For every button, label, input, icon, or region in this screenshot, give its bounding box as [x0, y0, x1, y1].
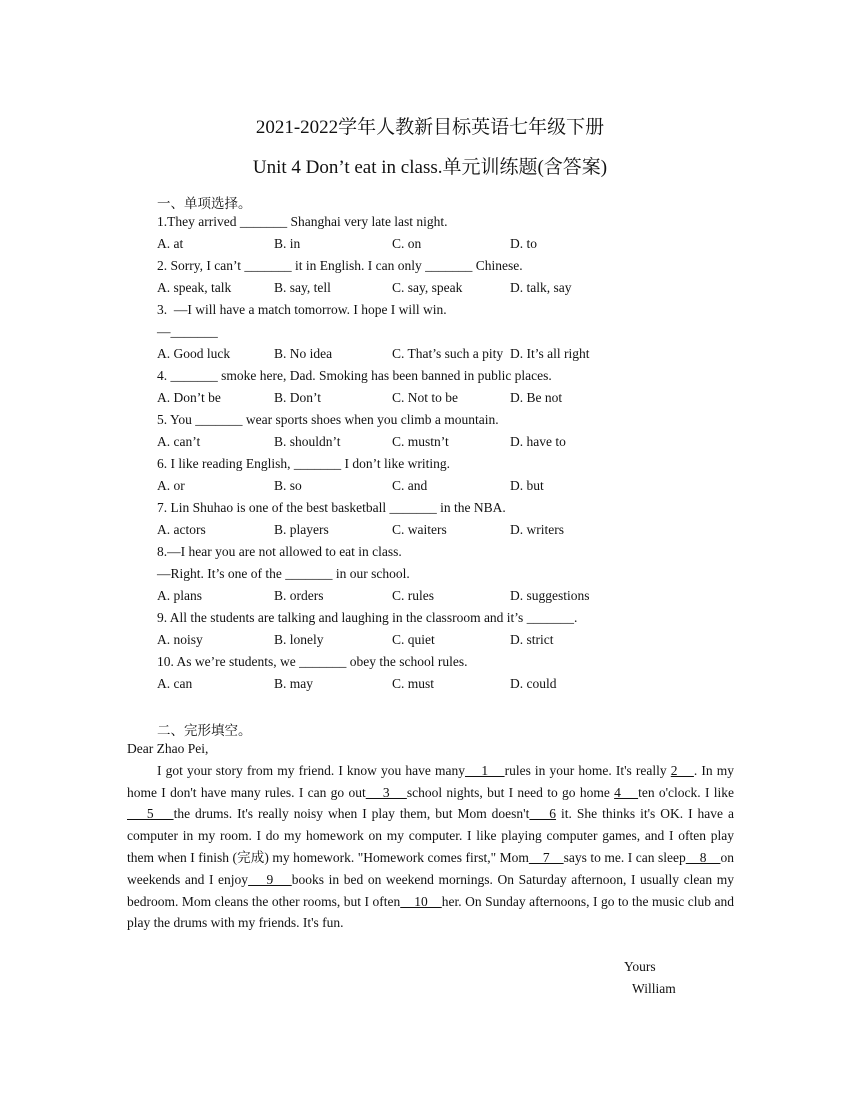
cloze-blank: 5: [127, 806, 174, 822]
option-c: C. and: [392, 478, 428, 493]
option-b: B. may: [274, 676, 313, 691]
option-a: A. at: [157, 236, 184, 251]
options-4: [157, 390, 757, 408]
question-4: 4. _______ smoke here, Dad. Smoking has been banned in public places.: [157, 368, 552, 383]
letter-text: her. On Sunday afternoons, I go to the music club and play the drums with my friends. It's fun.: [127, 893, 734, 931]
option-d: D. talk, say: [510, 280, 572, 295]
option-c: C. quiet: [392, 632, 435, 647]
options-8: [157, 588, 757, 606]
option-c: C. That’s such a pity: [392, 346, 504, 361]
option-d: D. Be not: [510, 390, 563, 405]
letter-signature: William: [632, 981, 676, 996]
question-10: 10. As we’re students, we _______ obey the school rules.: [157, 654, 468, 669]
letter-text: says to me. I can sleep: [563, 849, 686, 865]
letter-text: on weekends and I enjoy: [127, 849, 734, 887]
cloze-blank: 1: [464, 762, 505, 778]
letter-text: ten o'clock. I like: [638, 784, 735, 800]
option-c: C. waiters: [392, 522, 447, 537]
question-3-line2: —_______: [157, 324, 218, 339]
option-a: A. plans: [157, 588, 202, 603]
option-b: B. orders: [274, 588, 324, 603]
letter-text: it. She thinks it's OK. I have a computer in my room. I do my homework on my computer. I like playing computer games, and I often play them when I finish (完成) my homework. "Homework comes first," Mom: [127, 806, 735, 865]
cloze-blank: 4: [614, 784, 639, 800]
cloze-blank: 2: [670, 762, 694, 778]
letter-text: I got your story from my friend. I know you have many: [157, 762, 465, 778]
letter-text: the drums. It's really noisy when I play them, but Mom doesn't: [173, 806, 530, 822]
option-b: B. in: [274, 236, 301, 251]
option-b: B. shouldn’t: [274, 434, 341, 449]
cloze-blank: 3: [365, 784, 407, 800]
option-b: B. say, tell: [274, 280, 331, 295]
option-d: D. strict: [510, 632, 554, 647]
section2-heading: 二、完形填空。: [157, 723, 252, 738]
option-d: D. but: [510, 478, 544, 493]
options-5: [157, 434, 757, 452]
letter-text: books in bed on weekend mornings. On Saturday afternoon, I usually clean my bedroom. Mom cleans the other rooms, but I often: [127, 871, 735, 909]
option-a: A. Don’t be: [157, 390, 221, 405]
letter-text: school nights, but I need to go home: [406, 784, 615, 800]
option-a: A. Good luck: [157, 346, 231, 361]
options-9: [157, 632, 757, 650]
option-d: D. It’s all right: [510, 346, 590, 361]
option-d: D. to: [510, 236, 537, 251]
option-c: C. rules: [392, 588, 434, 603]
option-d: D. could: [510, 676, 557, 691]
option-b: B. No idea: [274, 346, 333, 361]
document-subtitle: Unit 4 Don’t eat in class.单元训练题(含答案): [252, 157, 608, 178]
options-3: [157, 346, 757, 364]
options-1: [157, 236, 757, 254]
cloze-blank: 9: [248, 871, 292, 887]
question-5: 5. You _______ wear sports shoes when you climb a mountain.: [157, 412, 499, 427]
option-a: A. noisy: [157, 632, 203, 647]
question-8-line2: —Right. It’s one of the _______ in our school.: [157, 566, 410, 581]
question-1: 1.They arrived _______ Shanghai very late last night.: [157, 214, 448, 229]
option-a: A. speak, talk: [157, 280, 232, 295]
option-a: A. can: [157, 676, 193, 691]
document-title: 2021-2022学年人教新目标英语七年级下册: [255, 117, 605, 138]
cloze-blank: 10: [400, 893, 442, 909]
options-2: [157, 280, 757, 298]
letter-closing: Yours: [624, 959, 656, 974]
cloze-blank: 6: [529, 806, 557, 822]
option-d: D. have to: [510, 434, 566, 449]
option-d: D. suggestions: [510, 588, 590, 603]
option-b: B. lonely: [274, 632, 324, 647]
option-c: C. mustn’t: [392, 434, 449, 449]
letter-text: . In my home I don't have many rules. I can go out: [127, 762, 734, 800]
option-b: B. so: [274, 478, 302, 493]
question-8: 8.—I hear you are not allowed to eat in class.: [157, 544, 402, 559]
options-10: [157, 676, 757, 694]
option-b: B. Don’t: [274, 390, 322, 405]
option-c: C. Not to be: [392, 390, 458, 405]
letter-greeting: Dear Zhao Pei,: [127, 741, 209, 756]
question-2: 2. Sorry, I can’t _______ it in English. I can only _______ Chinese.: [157, 258, 523, 273]
cloze-blank: 8: [685, 849, 721, 865]
option-c: C. must: [392, 676, 435, 691]
option-c: C. on: [392, 236, 422, 251]
option-a: A. can’t: [157, 434, 201, 449]
option-a: A. actors: [157, 522, 206, 537]
section1-heading: 一、单项选择。: [157, 196, 252, 211]
question-9: 9. All the students are talking and laughing in the classroom and it’s _______.: [157, 610, 578, 625]
cloze-blank: 7: [528, 849, 564, 865]
option-a: A. or: [157, 478, 185, 493]
options-7: [157, 522, 757, 540]
letter-body: [127, 760, 734, 934]
question-3: 3. —I will have a match tomorrow. I hope I will win.: [157, 302, 447, 317]
question-6: 6. I like reading English, _______ I don’t like writing.: [157, 456, 450, 471]
option-b: B. players: [274, 522, 329, 537]
option-c: C. say, speak: [392, 280, 463, 295]
option-d: D. writers: [510, 522, 564, 537]
cloze-letter: [127, 738, 734, 934]
question-7: 7. Lin Shuhao is one of the best basketball _______ in the NBA.: [157, 500, 506, 515]
options-6: [157, 478, 757, 496]
letter-text: rules in your home. It's really: [504, 762, 671, 778]
